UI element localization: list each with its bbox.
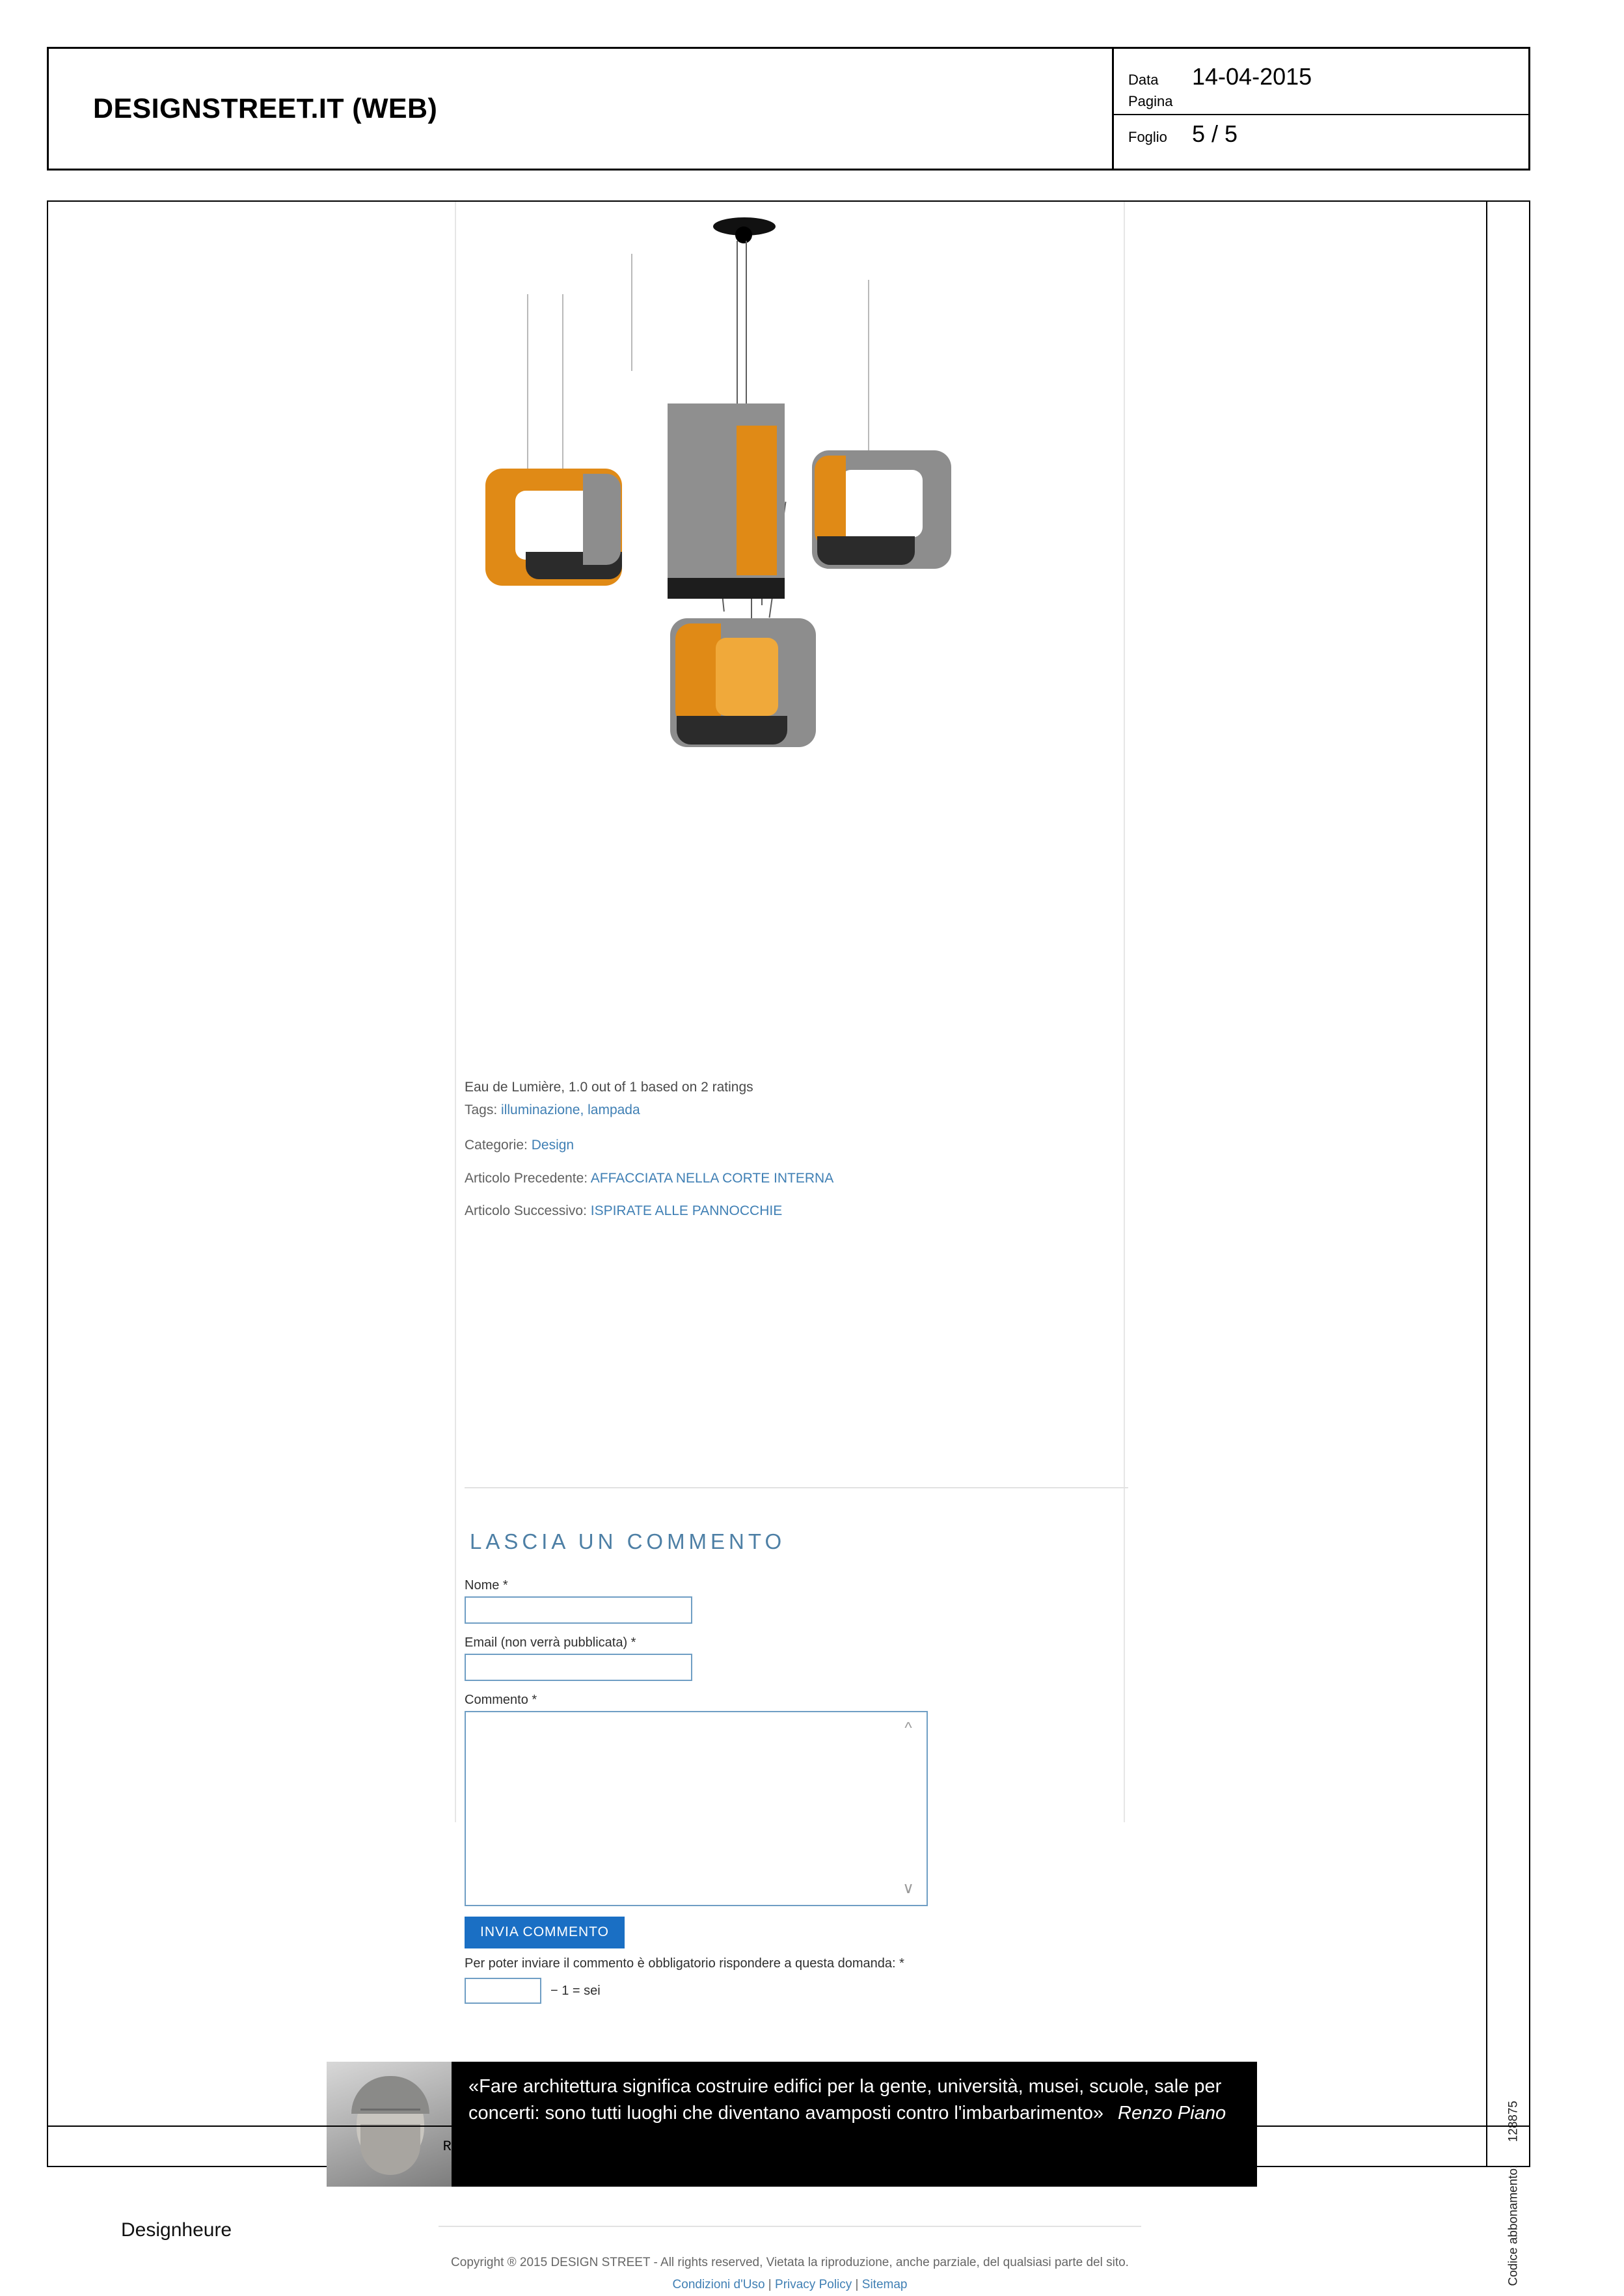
subscription-code-label: Codice abbonamento: [1507, 2165, 1521, 2286]
previous-article-label: Articolo Precedente: [465, 1170, 588, 1186]
copyright-text: Copyright ® 2015 DESIGN STREET - All rights reserved, Vietata la riproduzione, anche parziale, del qualsiasi parte del sito. [451, 2256, 1129, 2269]
footer-link-privacy[interactable]: Privacy Policy [775, 2278, 852, 2292]
next-article-link[interactable]: ISPIRATE ALLE PANNOCCHIE [590, 1203, 783, 1219]
submit-comment-button[interactable]: INVIA COMMENTO [465, 1917, 625, 1948]
header-foglio-label: Foglio [1128, 129, 1167, 145]
captcha-row [465, 1978, 1089, 2004]
footer-divider [439, 2226, 1141, 2227]
header-pagina-label: Pagina [1128, 93, 1173, 109]
tags-links[interactable]: illuminazione, lampada [501, 1102, 640, 1117]
header-data-label: Data [1128, 72, 1159, 88]
suspension-wire [527, 294, 528, 470]
suspension-wire [868, 280, 869, 469]
footer-links [413, 2274, 1167, 2296]
rating-line: Eau de Lumière, 1.0 out of 1 based on 2 ratings [465, 1080, 753, 1095]
page-caption: Designheure [121, 2219, 232, 2241]
header-foglio-value: 5 / 5 [1192, 120, 1238, 147]
subscription-code-column [1486, 202, 1529, 2286]
subscription-code-value: 128875 [1507, 2101, 1521, 2142]
footer-separator-1: | [768, 2278, 772, 2292]
comment-form [465, 1578, 1089, 2004]
previous-article-link[interactable]: AFFACCIATA NELLA CORTE INTERNA [590, 1170, 834, 1186]
header-data-value: 14-04-2015 [1192, 63, 1312, 90]
header-row-foglio [1114, 120, 1528, 148]
next-article-label: Articolo Successivo: [465, 1203, 587, 1219]
suspension-wire [746, 241, 747, 403]
comment-form-heading: LASCIA UN COMMENTO [470, 1529, 786, 1553]
tags-row [465, 1100, 1076, 1121]
name-input[interactable] [465, 1596, 692, 1624]
footer-separator-2: | [855, 2278, 859, 2292]
header-meta-block [1112, 49, 1528, 169]
tags-label: Tags: [465, 1102, 498, 1117]
article-meta [465, 1077, 1076, 1230]
captcha-suffix: − 1 = sei [550, 1983, 601, 1998]
header-divider [1114, 114, 1528, 115]
renzo-piano-quote-banner [327, 2062, 1257, 2187]
header-source-block [49, 49, 1112, 169]
source-title: DESIGNSTREET.IT (WEB) [93, 92, 438, 124]
chevron-down-icon[interactable]: ∨ [902, 1879, 914, 1897]
lamp-shade-right [812, 450, 951, 569]
suspension-wire [562, 294, 563, 469]
ritaglio-notice: Ritaglio stampa ad uso esclusivo del destinatario, non riproducibile. [48, 2125, 1529, 2166]
header-row-data [1114, 63, 1528, 90]
banner-text-block [452, 2062, 1257, 2187]
site-footer [413, 2252, 1167, 2296]
lamp-shade-center [668, 403, 785, 599]
next-article-row [465, 1201, 1076, 1222]
product-photo-eau-de-lumiere [413, 208, 1076, 1074]
comment-label: Commento * [465, 1693, 537, 1707]
chevron-up-icon[interactable]: ^ [904, 1719, 912, 1737]
email-input[interactable] [465, 1654, 692, 1681]
renzo-piano-portrait [327, 2062, 452, 2187]
banner-author: Renzo Piano [1118, 2103, 1226, 2124]
footer-link-sitemap[interactable]: Sitemap [861, 2278, 908, 2292]
suspension-wire [737, 241, 738, 403]
lamp-shade-left [485, 469, 622, 586]
header-row-pagina [1114, 93, 1528, 110]
captcha-input[interactable] [465, 1978, 541, 2004]
comment-textarea[interactable] [465, 1711, 928, 1906]
section-divider [465, 1487, 1128, 1488]
email-label: Email (non verrà pubblicata) * [465, 1635, 636, 1650]
category-link-design[interactable]: Design [531, 1138, 575, 1153]
name-label: Nome * [465, 1578, 508, 1592]
banner-quote: «Fare architettura significa costruire edifici per la gente, università, musei, scuole, sale per concerti: sono tutti luoghi che diventano avamposti contro l'imbarbarimento» [468, 2076, 1222, 2124]
footer-link-condizioni[interactable]: Condizioni d'Uso [672, 2278, 765, 2292]
captcha-question: Per poter inviare il commento è obbligatorio rispondere a questa domanda: * [465, 1956, 904, 1971]
suspension-wire [631, 254, 632, 371]
clipping-header [47, 47, 1530, 171]
previous-article-row [465, 1168, 1076, 1190]
categories-row [465, 1135, 1076, 1156]
lamp-shade-bottom [670, 618, 816, 747]
categories-label: Categorie: [465, 1138, 528, 1153]
